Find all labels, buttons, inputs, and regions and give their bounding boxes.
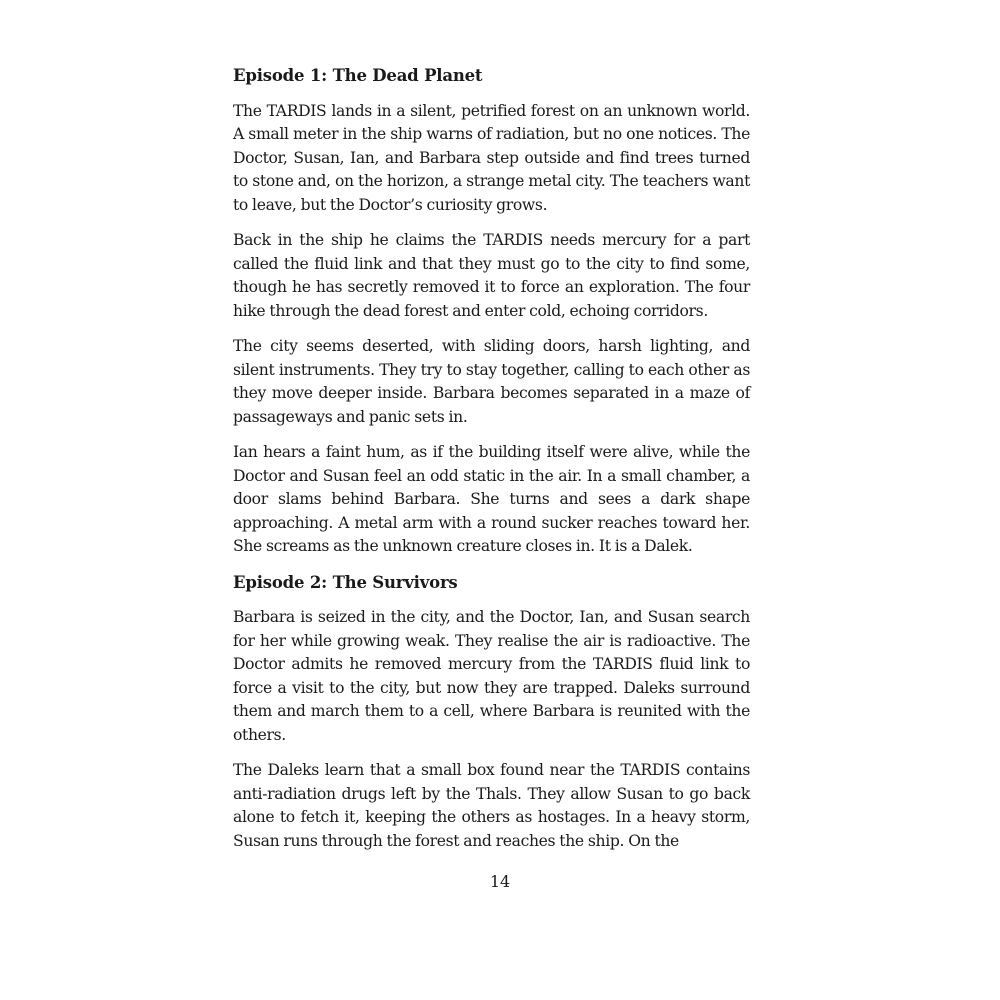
page-body [233,64,750,865]
paragraph: The city seems deserted, with sliding doors, harsh lighting, and silent instruments. They try to stay together, calling to each other as they move deeper inside. Barbara becomes separated in a maze of passageways and panic sets in. [233,337,750,426]
paragraph: The Daleks learn that a small box found near the TARDIS contains anti-radiation drugs left by the Thals. They allow Susan to go back alone to fetch it, keeping the others as hostages. In a heavy storm, Susan runs through the forest and reaches the ship. On the [233,761,750,850]
page-number: 14 [489,872,511,891]
paragraph: Ian hears a faint hum, as if the building itself were alive, while the Doctor and Susan feel an odd static in the air. In a small chamber, a door slams behind Barbara. She turns and sees a dark shape approaching. A metal arm with a round sucker reaches toward her. She screams as the unknown creature closes in. It is a Dalek. [233,443,750,555]
section-heading: Episode 2: The Survivors [233,572,458,592]
paragraph: Back in the ship he claims the TARDIS needs mercury for a part called the fluid link and that they must go to the city to find some, though he has secretly removed it to force an exploration. The four hike through the dead forest and enter cold, echoing corridors. [233,231,750,320]
paragraph: The TARDIS lands in a silent, petrified forest on an unknown world. A small meter in the ship warns of radiation, but no one notices. The Doctor, Susan, Ian, and Barbara step outside and find trees turned to stone and, on the horizon, a strange metal city. The teachers want to leave, but the Doctor’s curiosity grows. [233,101,750,214]
section-heading: Episode 1: The Dead Planet [233,66,483,85]
paragraph: Barbara is seized in the city, and the Doctor, Ian, and Susan search for her while growing weak. They realise the air is radioactive. The Doctor admits he removed mercury from the TARDIS fluid link to force a visit to the city, but now they are trapped. Daleks surround them and march them to a cell, where Barbara is reunited with the others. [233,608,750,744]
